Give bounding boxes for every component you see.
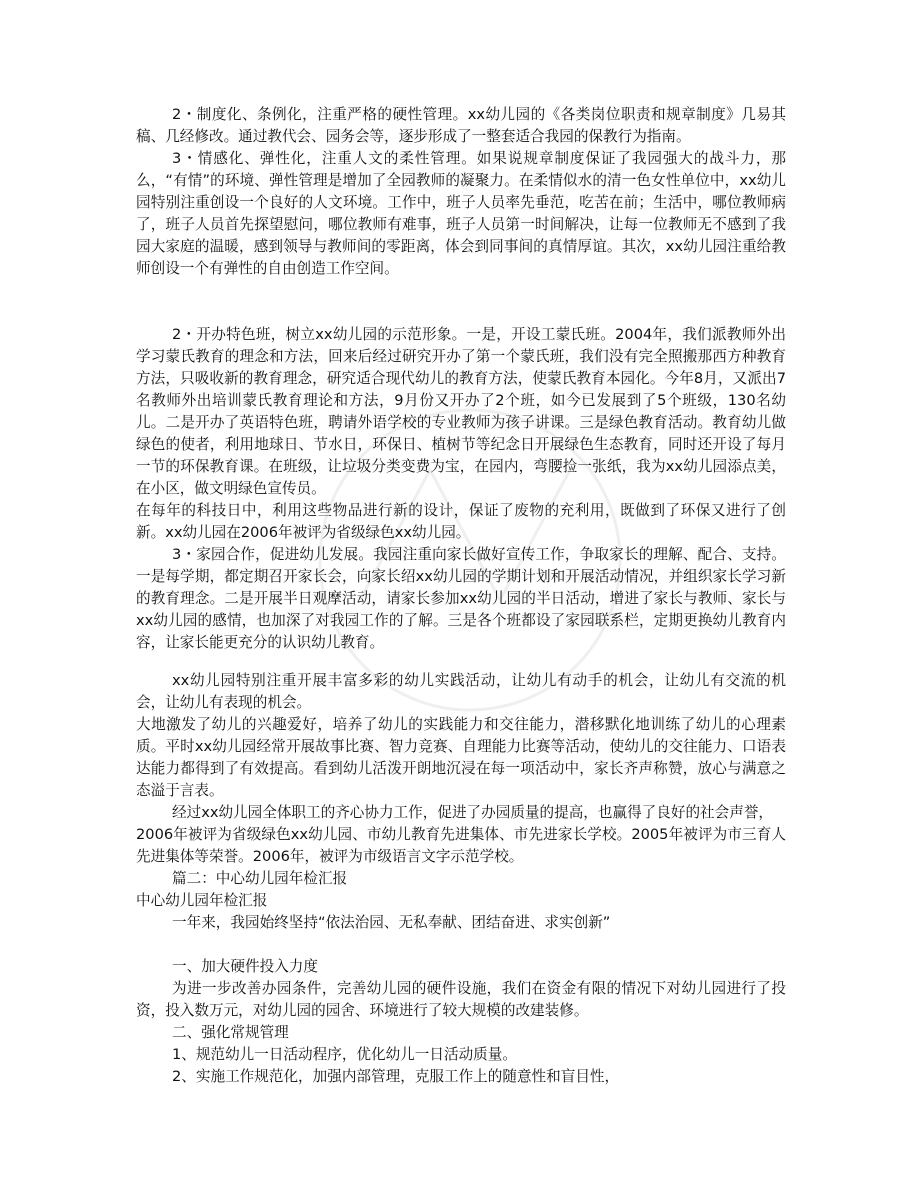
paragraph-special-classes: 2・开办特色班，树立xx幼儿园的示范形象。一是，开设工蒙氏班。2004年，我们派教师外出学习蒙氏教育的理念和方法，回来后经过研究开办了第一个蒙氏班，我们没有完全照搬那西方种教育方法，只吸收新的教育理念，研究适合现代幼儿的教育方法，使蒙氏教育本园化。今年8月，又派出7名教师外出培训蒙氏教育理论和方法，9月份又开办了2个班，如今已发展到了5个班级，130名幼儿。二是开办了英语特色班，聘请外语学校的专业教师为孩子讲课。三是绿色教育活动。教育幼儿做绿色的使者，利用地球日、节水日，环保日、植树节等纪念日开展绿色生态教育，同时还开设了每月一节的环保教育课。在班级，让垃圾分类变费为宝，在园内，弯腰捡一张纸，我为xx幼儿园添点美，在小区，做文明绿色宣传员。 — [136, 326, 786, 497]
heading-routine-management: 二、强化常规管理 — [172, 1024, 289, 1041]
paragraph-home-school-cooperation: 3・家园合作，促进幼儿发展。我园注重向家长做好宣传工作，争取家长的理解、配合、支持。一是每学期，都定期召开家长会，向家长绍xx幼儿园的学期计划和开展活动情况，并组织家长学习新的教育理念。二是开展半日观摩活动，请家长参加xx幼儿园的半日活动，增进了家长与教师、家长与xx幼儿园的感情，也加深了对我园工作的了解。三是各个班都设了家园联系栏，定期更换幼儿教育内容，让家长能更充分的认识幼儿教育。 — [136, 546, 786, 651]
paragraph-honors: 2006年被评为省级绿色xx幼儿园、市幼儿教育先进集体、市先进家长学校。2005年被评为市三育人先进集体等荣誉。2006年，被评为市级语言文字示范学校。 — [136, 826, 786, 865]
paragraph-principles: 一年来，我园始终坚持“依法治园、无私奉献、团结奋进、求实创新” — [172, 914, 611, 931]
section-features — [136, 324, 786, 654]
paragraph-standardization: 2、实施工作规范化，加强内部管理，克服工作上的随意性和盲目性， — [172, 1068, 620, 1085]
heading-hardware: 一、加大硬件投入力度 — [172, 958, 318, 975]
section-management — [136, 104, 786, 280]
paragraph-daily-activity: 1、规范幼儿一日活动程序，优化幼儿一日活动质量。 — [172, 1046, 517, 1063]
paragraph-humanistic-management: 3・情感化、弹性化，注重人文的柔性管理。如果说规章制度保证了我园强大的战斗力，那么，“有情”的环境、弹性管理是增加了全园教师的凝聚力。在柔情似水的清一色女性单位中，xx幼儿园特别注重创设一个良好的人文环境。工作中，班子人员率先垂范，吃苦在前；生活中，哪位教师病了，班子人员首先探望慰问，哪位教师有难事，班子人员第一时间解决，让每一位教师无不感到了我园大家庭的温暖，感到领导与教师间的零距离，体会到同事间的真情厚谊。其次，xx幼儿园注重给教师创设一个有弹性的自由创造工作空间。 — [136, 150, 786, 277]
article-title: 中心幼儿园年检汇报 — [136, 892, 268, 909]
section-annual-report — [136, 956, 786, 1088]
section-activities — [136, 670, 786, 934]
paragraph-science-day: 在每年的科技日中，利用这些物品进行新的设计，保证了废物的充利用，既做到了环保又进行了创新。xx幼儿园在2006年被评为省级绿色xx幼儿园。 — [136, 502, 786, 541]
paragraph-reputation: 经过xx幼儿园全体职工的齐心协力工作，促进了办园质量的提高，也赢得了良好的社会声誉， — [172, 804, 774, 821]
paragraph-practice-activities: xx幼儿园特别注重开展丰富多彩的幼儿实践活动，让幼儿有动手的机会，让幼儿有交流的机会，让幼儿有表现的机会。 — [136, 672, 786, 711]
article-heading: 篇二：中心幼儿园年检汇报 — [172, 870, 348, 887]
paragraph-interests: 大地激发了幼儿的兴趣爱好，培养了幼儿的实践能力和交往能力，潜移默化地训练了幼儿的心理素质。平时xx幼儿园经常开展故事比赛、智力竞赛、自理能力比赛等活动，使幼儿的交往能力、口语表达能力都得到了有效提高。看到幼儿活泼开朗地沉浸在每一项活动中，家长齐声称赞，放心与满意之态溢于言表。 — [136, 716, 786, 799]
paragraph-hardware: 为进一步改善办园条件，完善幼儿园的硬件设施，我们在资金有限的情况下对幼儿园进行了投资，投入数万元，对幼儿园的园舍、环境进行了较大规模的改建装修。 — [136, 980, 786, 1019]
paragraph-institutional-management: 2・制度化、条例化，注重严格的硬性管理。xx幼儿园的《各类岗位职责和规章制度》几易其稿、几经修改。通过教代会、园务会等，逐步形成了一整套适合我园的保教行为指南。 — [136, 106, 786, 145]
